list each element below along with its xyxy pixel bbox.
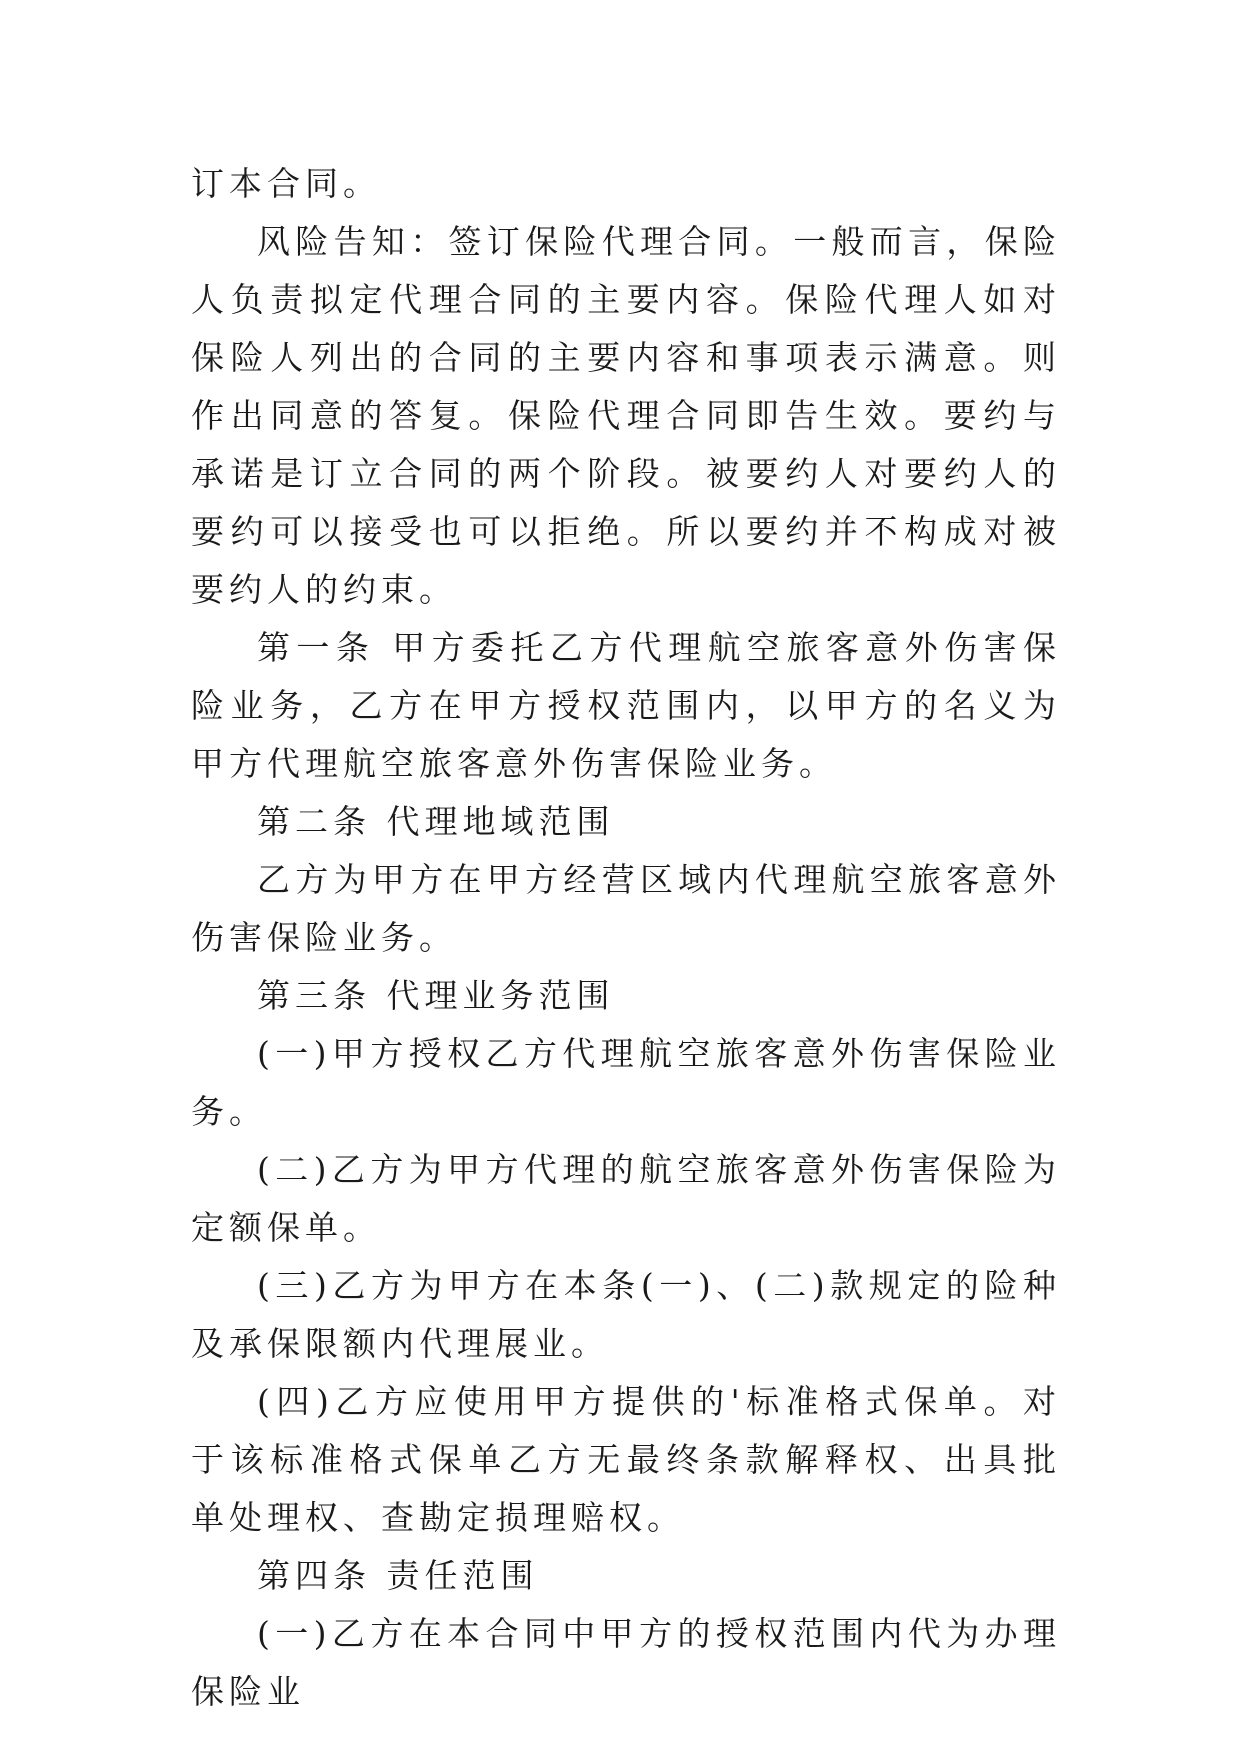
paragraph-article-2-body: 乙方为甲方在甲方经营区域内代理航空旅客意外伤害保险业务。 xyxy=(191,860,1061,957)
heading-article-2: 第二条 代理地域范围 xyxy=(257,802,615,841)
paragraph-article-3-item-3: (三)乙方为甲方在本条(一)、(二)款规定的险种及承保限额内代理展业。 xyxy=(191,1266,1061,1363)
paragraph-article-4-item-1: (一)乙方在本合同中甲方的授权范围内代为办理保险业 xyxy=(191,1614,1061,1711)
paragraph-article-1: 第一条 甲方委托乙方代理航空旅客意外伤害保险业务，乙方在甲方授权范围内，以甲方的名义为甲方代理航空旅客意外伤害保险业务。 xyxy=(191,628,1061,783)
heading-article-4: 第四条 责任范围 xyxy=(257,1556,539,1595)
paragraph-article-3-item-1: (一)甲方授权乙方代理航空旅客意外伤害保险业务。 xyxy=(191,1034,1061,1131)
paragraph-continuation: 订本合同。 xyxy=(191,164,381,203)
heading-article-3: 第三条 代理业务范围 xyxy=(257,976,615,1015)
paragraph-risk-notice: 风险告知：签订保险代理合同。一般而言，保险人负责拟定代理合同的主要内容。保险代理人如对保险人列出的合同的主要内容和事项表示满意。则作出同意的答复。保险代理合同即告生效。要约与承诺是订立合同的两个阶段。被要约人对要约人的要约可以接受也可以拒绝。所以要约并不构成对被要约人的约束。 xyxy=(191,222,1061,609)
document-body xyxy=(191,155,1061,1721)
paragraph-article-3-item-4: (四)乙方应使用甲方提供的'标准格式保单。对于该标准格式保单乙方无最终条款解释权、出具批单处理权、查勘定损理赔权。 xyxy=(191,1382,1061,1537)
paragraph-article-3-item-2: (二)乙方为甲方代理的航空旅客意外伤害保险为定额保单。 xyxy=(191,1150,1061,1247)
